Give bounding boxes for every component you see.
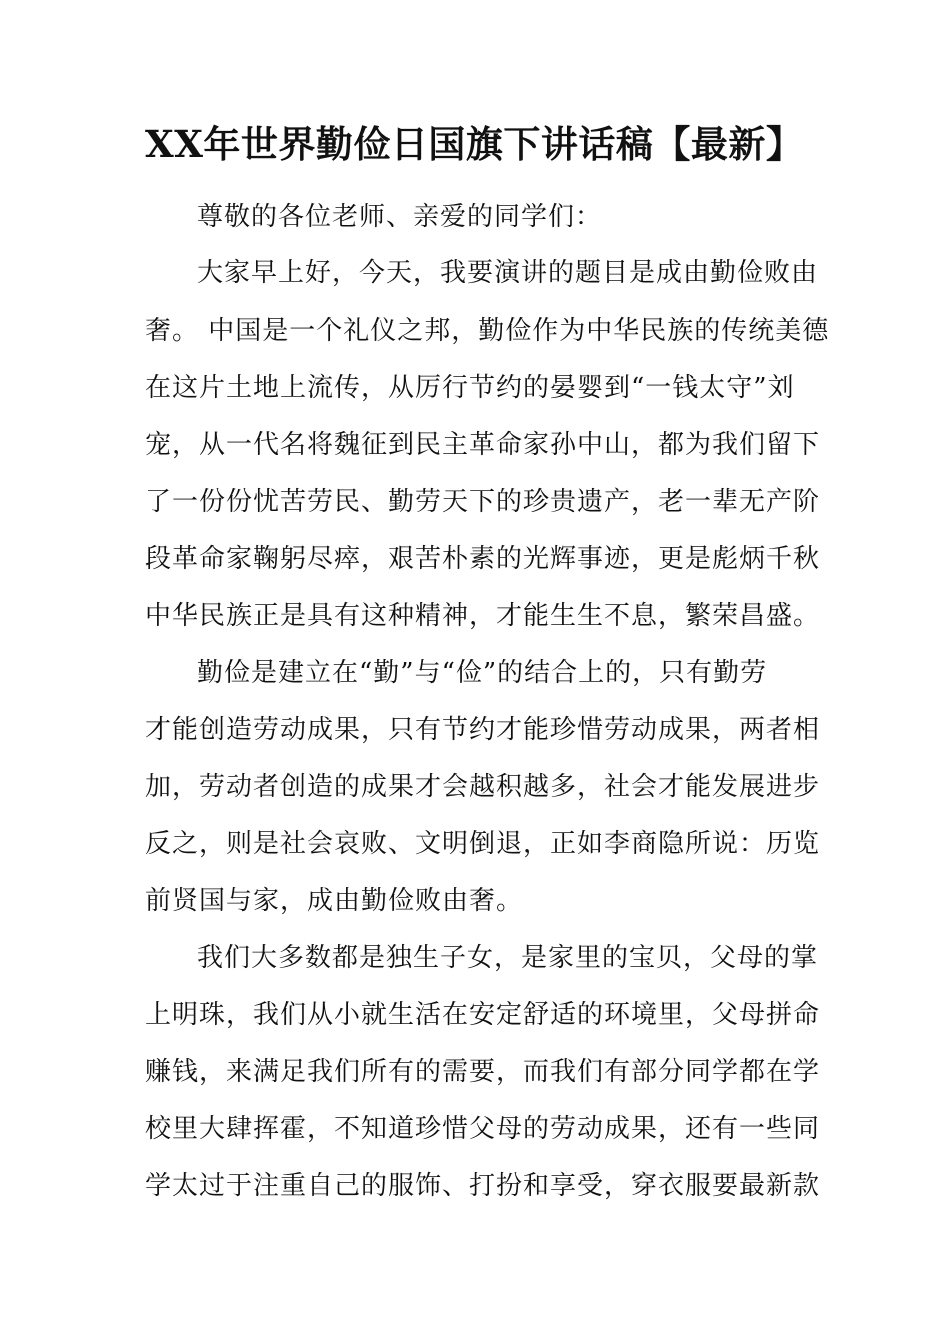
paragraph-3-line-3: 赚钱，来满足我们所有的需要，而我们有部分同学都在学 — [145, 1057, 821, 1087]
paragraph-1-line-6: 段革命家鞠躬尽瘁，艰苦朴素的光辉事迹，更是彪炳千秋 — [145, 544, 821, 574]
salutation-line: 尊敬的各位老师、亲爱的同学们： — [197, 202, 603, 232]
paragraph-2-line-2: 才能创造劳动成果，只有节约才能珍惜劳动成果，两者相 — [145, 715, 821, 745]
paragraph-1-line-4: 宠，从一代名将魏征到民主革命家孙中山，都为我们留下 — [145, 430, 821, 460]
paragraph-3-line-4: 校里大肆挥霍，不知道珍惜父母的劳动成果，还有一些同 — [145, 1114, 821, 1144]
paragraph-3-line-1: 我们大多数都是独生子女，是家里的宝贝，父母的掌 — [197, 943, 819, 973]
paragraph-2-line-4: 反之，则是社会哀败、文明倒退，正如李商隐所说：历览 — [145, 829, 821, 859]
paragraph-1-line-1: 大家早上好，今天，我要演讲的题目是成由勤俭败由 — [197, 258, 819, 288]
paragraph-2-line-5: 前贤国与家，成由勤俭败由奢。 — [145, 886, 524, 916]
paragraph-2-line-3: 加，劳动者创造的成果才会越积越多，社会才能发展进步 — [145, 772, 821, 802]
paragraph-3-line-2: 上明珠，我们从小就生活在安定舒适的环境里，父母拼命 — [145, 1000, 821, 1030]
paragraph-3-line-5: 学太过于注重自己的服饰、打扮和享受，穿衣服要最新款 — [145, 1171, 821, 1201]
paragraph-1-line-2: 奢。 中国是一个礼仪之邦，勤俭作为中华民族的传统美德 — [145, 316, 830, 346]
paragraph-1-line-5: 了一份份忧苦劳民、勤劳天下的珍贵遗产，老一辈无产阶 — [145, 487, 821, 517]
document-title: XX年世界勤俭日国旗下讲话稿【最新】 — [145, 122, 804, 166]
paragraph-1-line-3: 在这片土地上流传，从厉行节约的晏婴到“一钱太守”刘 — [145, 373, 795, 403]
paragraph-1-line-7: 中华民族正是具有这种精神，才能生生不息，繁荣昌盛。 — [145, 601, 821, 631]
paragraph-2-line-1: 勤俭是建立在“勤”与“俭”的结合上的，只有勤劳 — [197, 658, 768, 688]
